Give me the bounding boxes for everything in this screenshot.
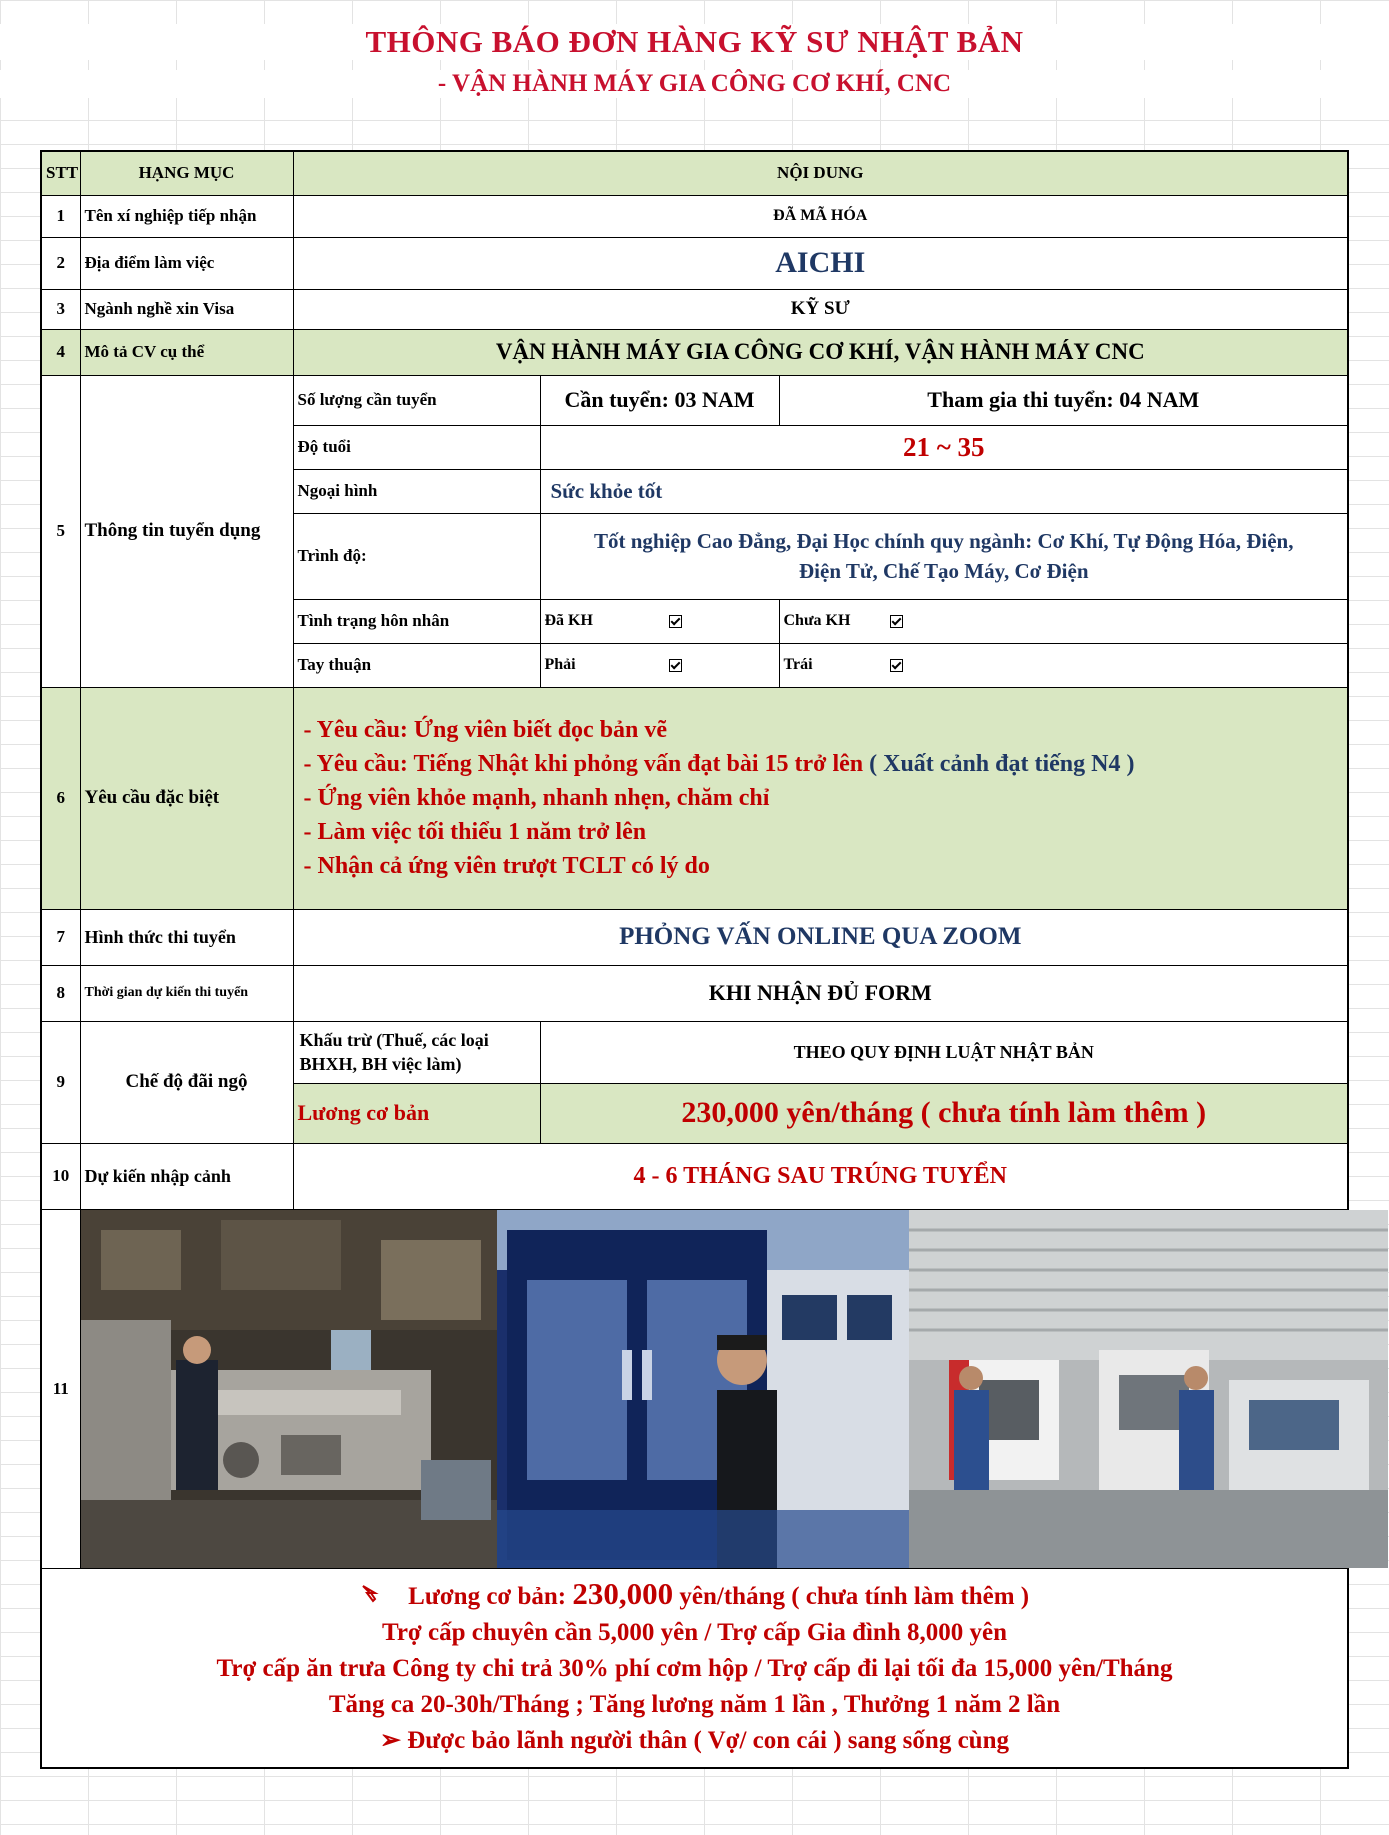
entry-time-value: 4 - 6 THÁNG SAU TRÚNG TUYỂN: [293, 1143, 1348, 1209]
lathe-workshop-image: [81, 1210, 497, 1568]
appearance-value: Sức khỏe tốt: [540, 469, 1348, 513]
checkbox-checked-icon[interactable]: [890, 615, 903, 628]
requirement-item: - Yêu cầu: Ứng viên biết đọc bản vẽ: [303, 717, 668, 743]
row-label: Chế độ đãi ngộ: [80, 1021, 293, 1143]
row-number: 1: [41, 195, 80, 237]
requirement-item: - Ứng viên khỏe mạnh, nhanh nhẹn, chăm chỉ: [303, 785, 770, 811]
quantity-exam: Tham gia thi tuyển: 04 NAM: [779, 375, 1348, 425]
row-number: 2: [41, 237, 80, 289]
quantity-need: Cần tuyển: 03 NAM: [540, 375, 779, 425]
table-row: [41, 965, 1348, 1021]
education-value: [540, 513, 1348, 599]
page-title: THÔNG BÁO ĐƠN HÀNG KỸ SƯ NHẬT BẢN: [0, 24, 1389, 60]
page-subtitle: - VẬN HÀNH MÁY GIA CÔNG CƠ KHÍ, CNC: [0, 70, 1389, 98]
cnc-photo: [497, 1210, 909, 1568]
table-row: [41, 687, 1348, 909]
family-sponsor-text: Được bảo lãnh người thân ( Vợ/ con cái ) sang sống cùng: [407, 1727, 1009, 1755]
table-row: [41, 1143, 1348, 1209]
row-number: 5: [41, 375, 80, 687]
education-line-1: Tốt nghiệp Cao Đẳng, Đại Học chính quy ngành: Cơ Khí, Tự Động Hóa, Điện,: [594, 529, 1294, 553]
marital-option-label: Đã KH: [544, 612, 593, 629]
hand-option-right[interactable]: [540, 643, 779, 687]
requirement-item: - Làm việc tối thiểu 1 năm trở lên: [303, 819, 647, 845]
row-number: 4: [41, 329, 80, 375]
checkbox-checked-icon[interactable]: [669, 615, 682, 628]
salary-label: Lương cơ bản: [293, 1083, 540, 1143]
checkbox-checked-icon[interactable]: [669, 659, 682, 672]
table-row: [41, 1209, 1348, 1568]
hand-pointer-icon: [360, 1579, 382, 1615]
table-header: [41, 151, 1348, 195]
row-number: 3: [41, 289, 80, 329]
visa-value: KỸ SƯ: [293, 289, 1348, 329]
marital-label: Tình trạng hôn nhân: [293, 599, 540, 643]
row-number: 6: [41, 687, 80, 909]
salary-amount: 230,000: [572, 1576, 674, 1612]
deduction-value: THEO QUY ĐỊNH LUẬT NHẬT BẢN: [540, 1021, 1348, 1083]
hand-option-label: Phải: [544, 656, 576, 673]
quantity-label: Số lượng cần tuyển: [293, 375, 540, 425]
requirement-note: ( Xuất cảnh đạt tiếng N4 ): [869, 751, 1135, 777]
table-row: [41, 909, 1348, 965]
salary-suffix: yên/tháng ( chưa tính làm thêm ): [679, 1583, 1030, 1611]
education-label: Trình độ:: [293, 513, 540, 599]
checkbox-checked-icon[interactable]: [890, 659, 903, 672]
hand-label: Tay thuận: [293, 643, 540, 687]
row-label: Hình thức thi tuyển: [80, 909, 293, 965]
row-number: 10: [41, 1143, 80, 1209]
table-row: [41, 195, 1348, 237]
benefit-line: Trợ cấp ăn trưa Công ty chi trả 30% phí cơm hộp / Trợ cấp đi lại tối đa 15,000 yên/Tháng: [216, 1655, 1173, 1683]
job-table: [40, 150, 1349, 1769]
row-label: Thời gian dự kiến thi tuyển: [80, 965, 293, 1021]
special-requirements: [293, 687, 1348, 909]
factory-floor-image: [909, 1210, 1388, 1568]
row-label: Dự kiến nhập cảnh: [80, 1143, 293, 1209]
exam-method-value: PHỎNG VẤN ONLINE QUA ZOOM: [293, 909, 1348, 965]
age-label: Độ tuổi: [293, 425, 540, 469]
benefit-line: Trợ cấp chuyên cần 5,000 yên / Trợ cấp Gia đình 8,000 yên: [382, 1619, 1007, 1647]
row-label: Yêu cầu đặc biệt: [80, 687, 293, 909]
job-description-value: VẬN HÀNH MÁY GIA CÔNG CƠ KHÍ, VẬN HÀNH MÁY CNC: [293, 329, 1348, 375]
requirement-item: [304, 747, 1344, 781]
marital-option-single[interactable]: [779, 599, 1348, 643]
arrow-bullet-icon: ➢: [380, 1727, 401, 1755]
table-row: [41, 329, 1348, 375]
table-row: [41, 1021, 1348, 1083]
workplace-photos: [80, 1209, 1348, 1568]
header-category: HẠNG MỤC: [80, 151, 293, 195]
row-label: Thông tin tuyển dụng: [80, 375, 293, 687]
row-label: Mô tả CV cụ thể: [80, 329, 293, 375]
appearance-label: Ngoại hình: [293, 469, 540, 513]
row-number: 11: [41, 1209, 80, 1568]
row-number: 8: [41, 965, 80, 1021]
benefits-summary: [41, 1568, 1348, 1768]
salary-prefix: Lương cơ bản:: [408, 1583, 567, 1611]
row-label: Tên xí nghiệp tiếp nhận: [80, 195, 293, 237]
table-row: [41, 1568, 1348, 1768]
requirement-text: - Yêu cầu: Tiếng Nhật khi phỏng vấn đạt bài 15 trở lên: [303, 751, 864, 777]
row-label: Ngành nghề xin Visa: [80, 289, 293, 329]
row-number: 9: [41, 1021, 80, 1143]
salary-value: 230,000 yên/tháng ( chưa tính làm thêm ): [540, 1083, 1348, 1143]
header-stt: STT: [41, 151, 80, 195]
marital-option-married[interactable]: [540, 599, 779, 643]
marital-option-label: Chưa KH: [783, 612, 851, 629]
factory-photo: [909, 1210, 1388, 1568]
header-content: NỘI DUNG: [293, 151, 1348, 195]
requirement-item: - Nhận cả ứng viên trượt TCLT có lý do: [303, 853, 710, 879]
table-row: [41, 375, 1348, 425]
location-value: AICHI: [293, 237, 1348, 289]
table-row: [41, 289, 1348, 329]
company-value: ĐÃ MÃ HÓA: [293, 195, 1348, 237]
benefit-line: [46, 1576, 1343, 1615]
workshop-photo: [81, 1210, 497, 1568]
table-row: [41, 237, 1348, 289]
age-value: 21 ~ 35: [540, 425, 1348, 469]
hand-option-label: Trái: [783, 656, 813, 673]
benefit-line: Tăng ca 20-30h/Tháng ; Tăng lương năm 1 lần , Thưởng 1 năm 2 lần: [328, 1691, 1061, 1719]
cnc-machine-image: [497, 1210, 909, 1568]
benefit-line: [46, 1723, 1343, 1759]
deduction-label: Khấu trừ (Thuế, các loại BHXH, BH việc làm): [293, 1021, 540, 1083]
row-number: 7: [41, 909, 80, 965]
row-label: Địa điểm làm việc: [80, 237, 293, 289]
exam-time-value: KHI NHẬN ĐỦ FORM: [293, 965, 1348, 1021]
hand-option-left[interactable]: [779, 643, 1348, 687]
education-line-2: Điện Tử, Chế Tạo Máy, Cơ Điện: [799, 559, 1089, 583]
